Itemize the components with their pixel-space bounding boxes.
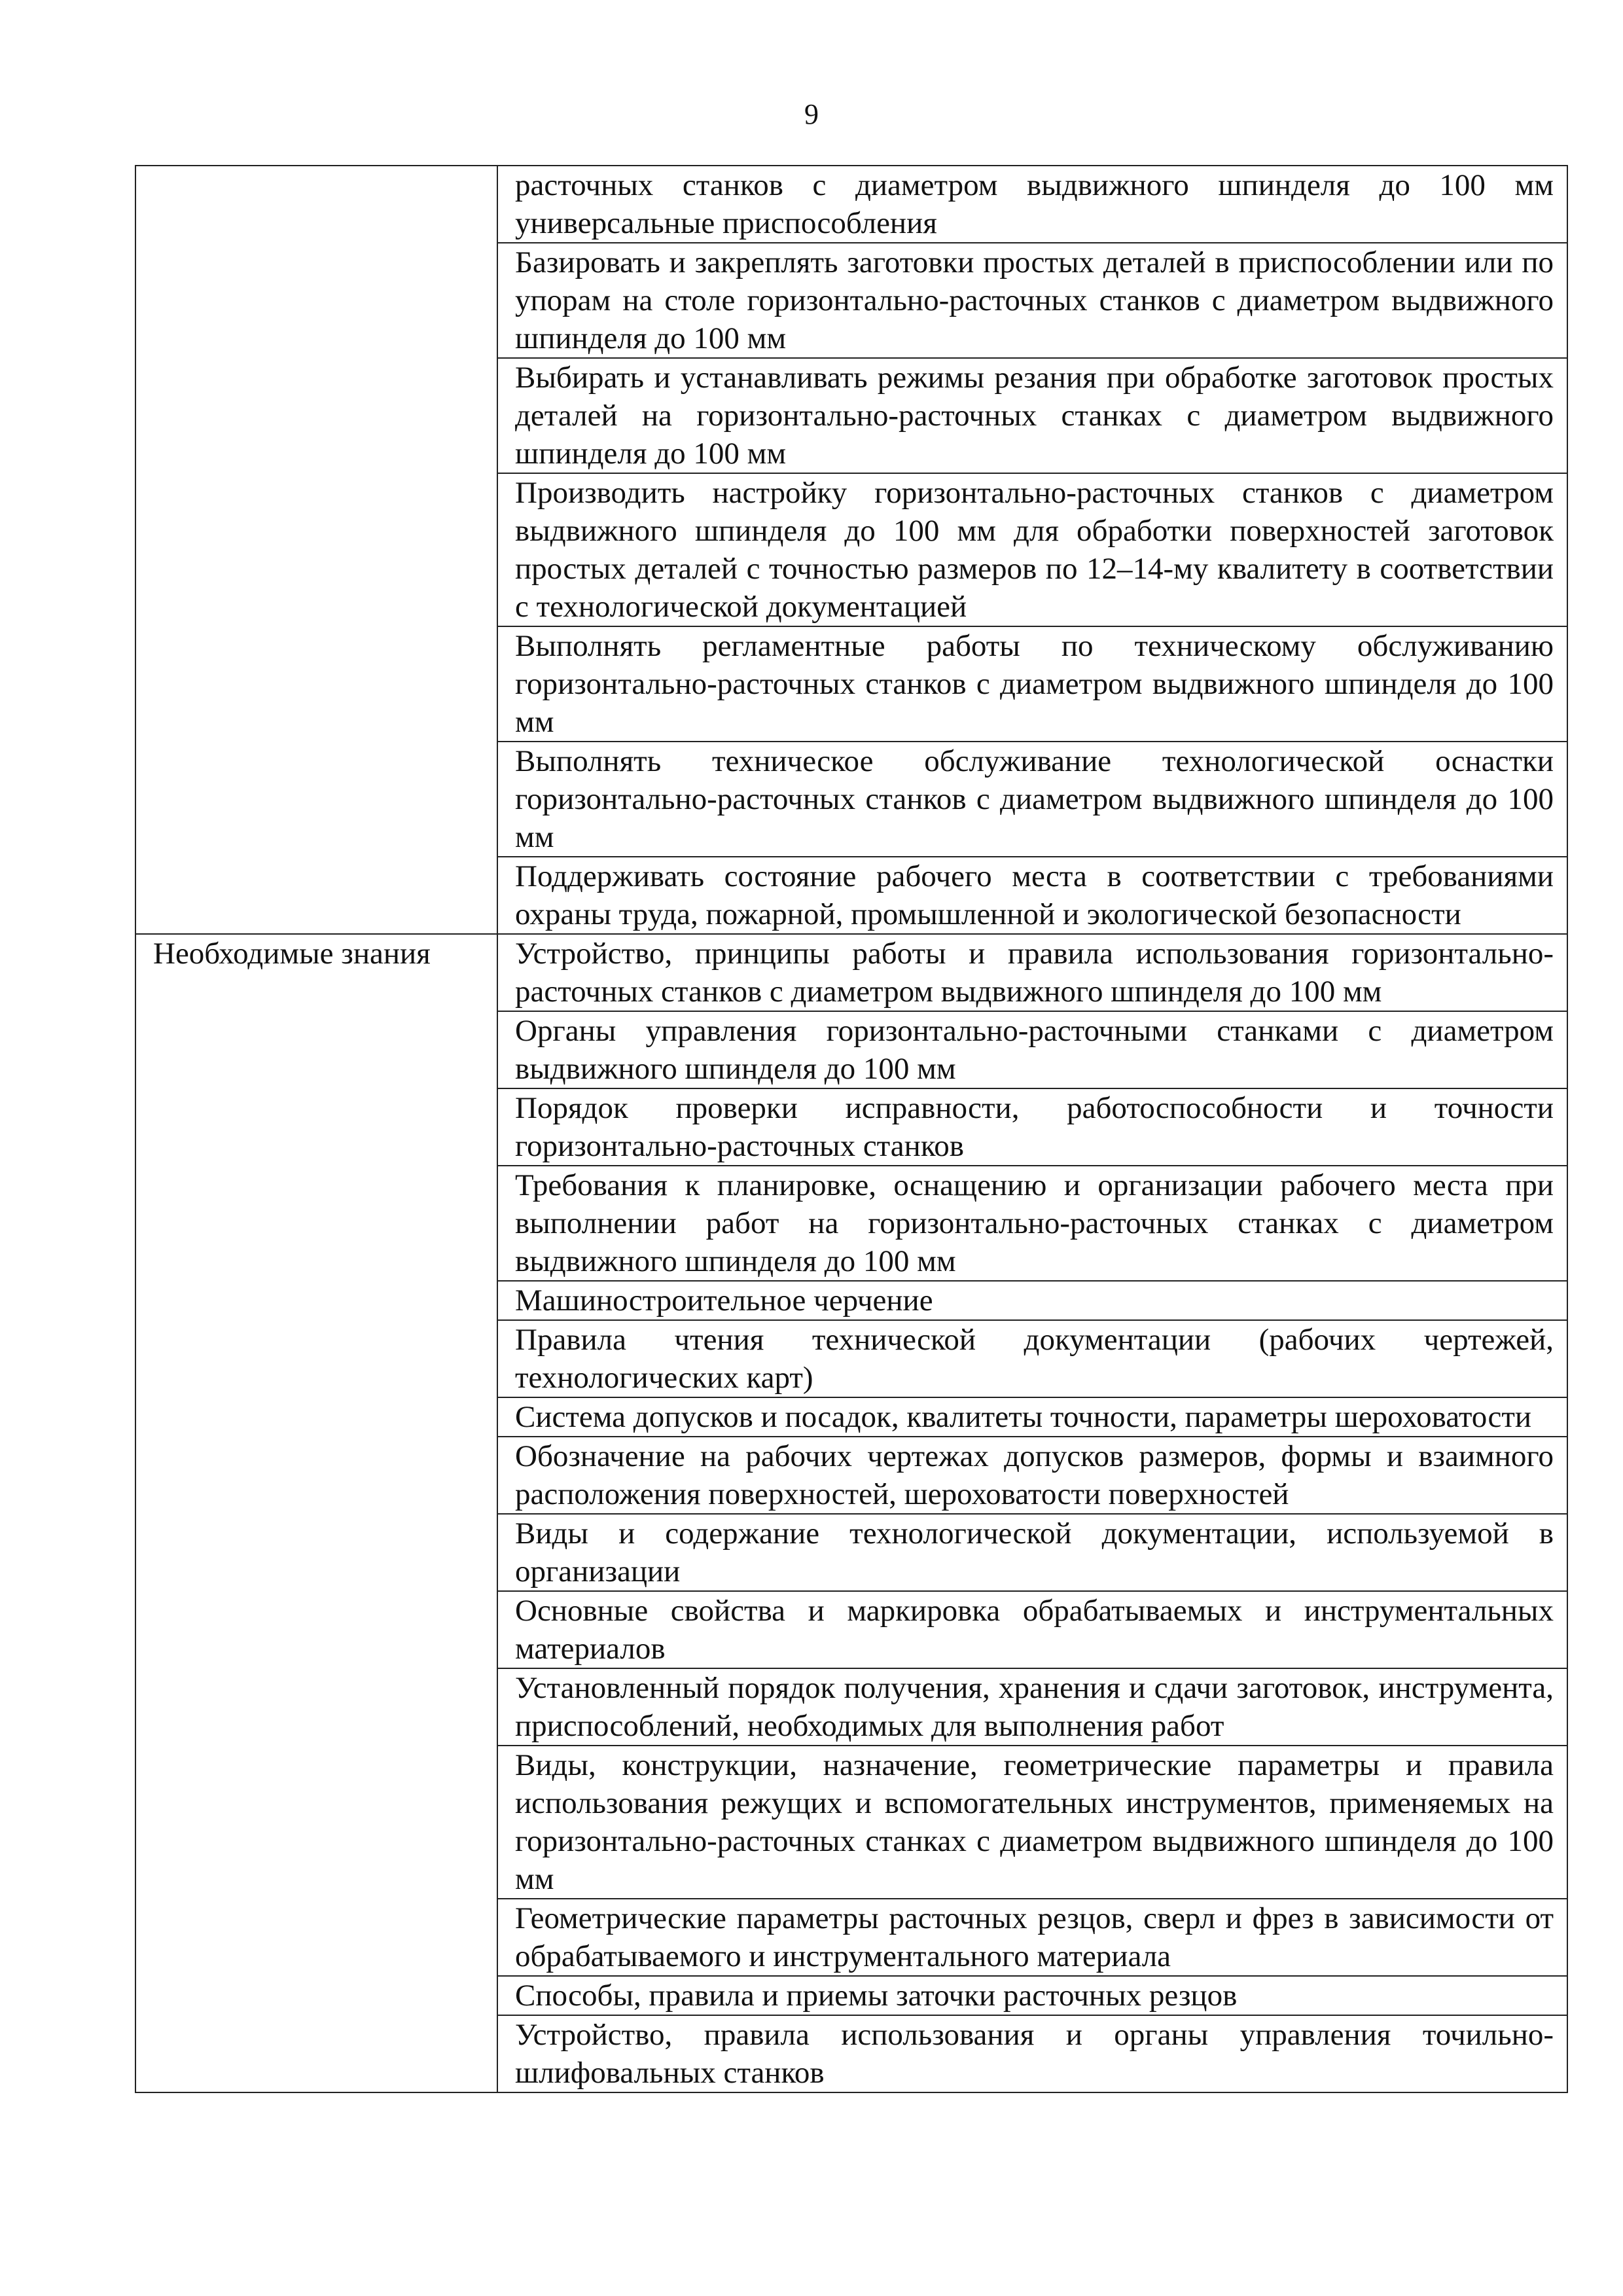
skill-item: расточных станков с диаметром выдвижного шпинделя до 100 мм универсальные приспособления [497, 166, 1567, 243]
knowledge-item: Правила чтения технической документации (рабочих чертежей, технологических карт) [497, 1320, 1567, 1397]
skill-item: Выполнять регламентные работы по техническому обслуживанию горизонтально-расточных станков с диаметром выдвижного шпинделя до 100 мм [497, 626, 1567, 742]
knowledge-item: Требования к планировке, оснащению и организации рабочего места при выполнении работ на горизонтально-расточных станках с диаметром выдвижного шпинделя до 100 мм [497, 1166, 1567, 1281]
knowledge-item: Органы управления горизонтально-расточными станками с диаметром выдвижного шпинделя до 100 мм [497, 1011, 1567, 1088]
knowledge-item: Геометрические параметры расточных резцов, сверл и фрез в зависимости от обрабатываемого и инструментального материала [497, 1899, 1567, 1976]
skills-label-cell [135, 166, 497, 934]
skill-item: Выполнять техническое обслуживание технологической оснастки горизонтально-расточных станков с диаметром выдвижного шпинделя до 100 мм [497, 742, 1567, 857]
table-row [135, 166, 1567, 243]
knowledge-item: Способы, правила и приемы заточки расточных резцов [497, 1976, 1567, 2015]
page-number: 9 [804, 98, 819, 130]
knowledge-item: Устройство, правила использования и органы управления точильно-шлифовальных станков [497, 2015, 1567, 2092]
skill-item: Выбирать и устанавливать режимы резания при обработке заготовок простых деталей на горизонтально-расточных станках с диаметром выдвижного шпинделя до 100 мм [497, 358, 1567, 473]
knowledge-item: Порядок проверки исправности, работоспособности и точности горизонтально-расточных станков [497, 1088, 1567, 1166]
knowledge-item: Машиностроительное черчение [497, 1281, 1567, 1320]
knowledge-item: Установленный порядок получения, хранения и сдачи заготовок, инструмента, приспособлений, необходимых для выполнения работ [497, 1668, 1567, 1746]
table-row [135, 934, 1567, 1011]
knowledge-item: Основные свойства и маркировка обрабатываемых и инструментальных материалов [497, 1591, 1567, 1668]
knowledge-item: Виды, конструкции, назначение, геометрические параметры и правила использования режущих и вспомогательных инструментов, применяемых на горизонтально-расточных станках с диаметром выдвижного шпинделя до 100 мм [497, 1746, 1567, 1899]
skill-item: Производить настройку горизонтально-расточных станков с диаметром выдвижного шпинделя до 100 мм для обработки поверхностей заготовок простых деталей с точностью размеров по 12–14-му квалитету в соответствии с технологической документацией [497, 473, 1567, 626]
knowledge-item: Система допусков и посадок, квалитеты точности, параметры шероховатости [497, 1397, 1567, 1437]
requirements-table [135, 165, 1568, 2093]
skill-item: Поддерживать состояние рабочего места в соответствии с требованиями охраны труда, пожарной, промышленной и экологической безопасности [497, 857, 1567, 934]
knowledge-item: Виды и содержание технологической документации, используемой в организации [497, 1514, 1567, 1591]
knowledge-label: Необходимые знания [135, 934, 497, 2092]
knowledge-item: Обозначение на рабочих чертежах допусков размеров, формы и взаимного расположения поверхностей, шероховатости поверхностей [497, 1437, 1567, 1514]
knowledge-item: Устройство, принципы работы и правила использования горизонтально-расточных станков с диаметром выдвижного шпинделя до 100 мм [497, 934, 1567, 1011]
skill-item: Базировать и закреплять заготовки простых деталей в приспособлении или по упорам на столе горизонтально-расточных станков с диаметром выдвижного шпинделя до 100 мм [497, 243, 1567, 358]
